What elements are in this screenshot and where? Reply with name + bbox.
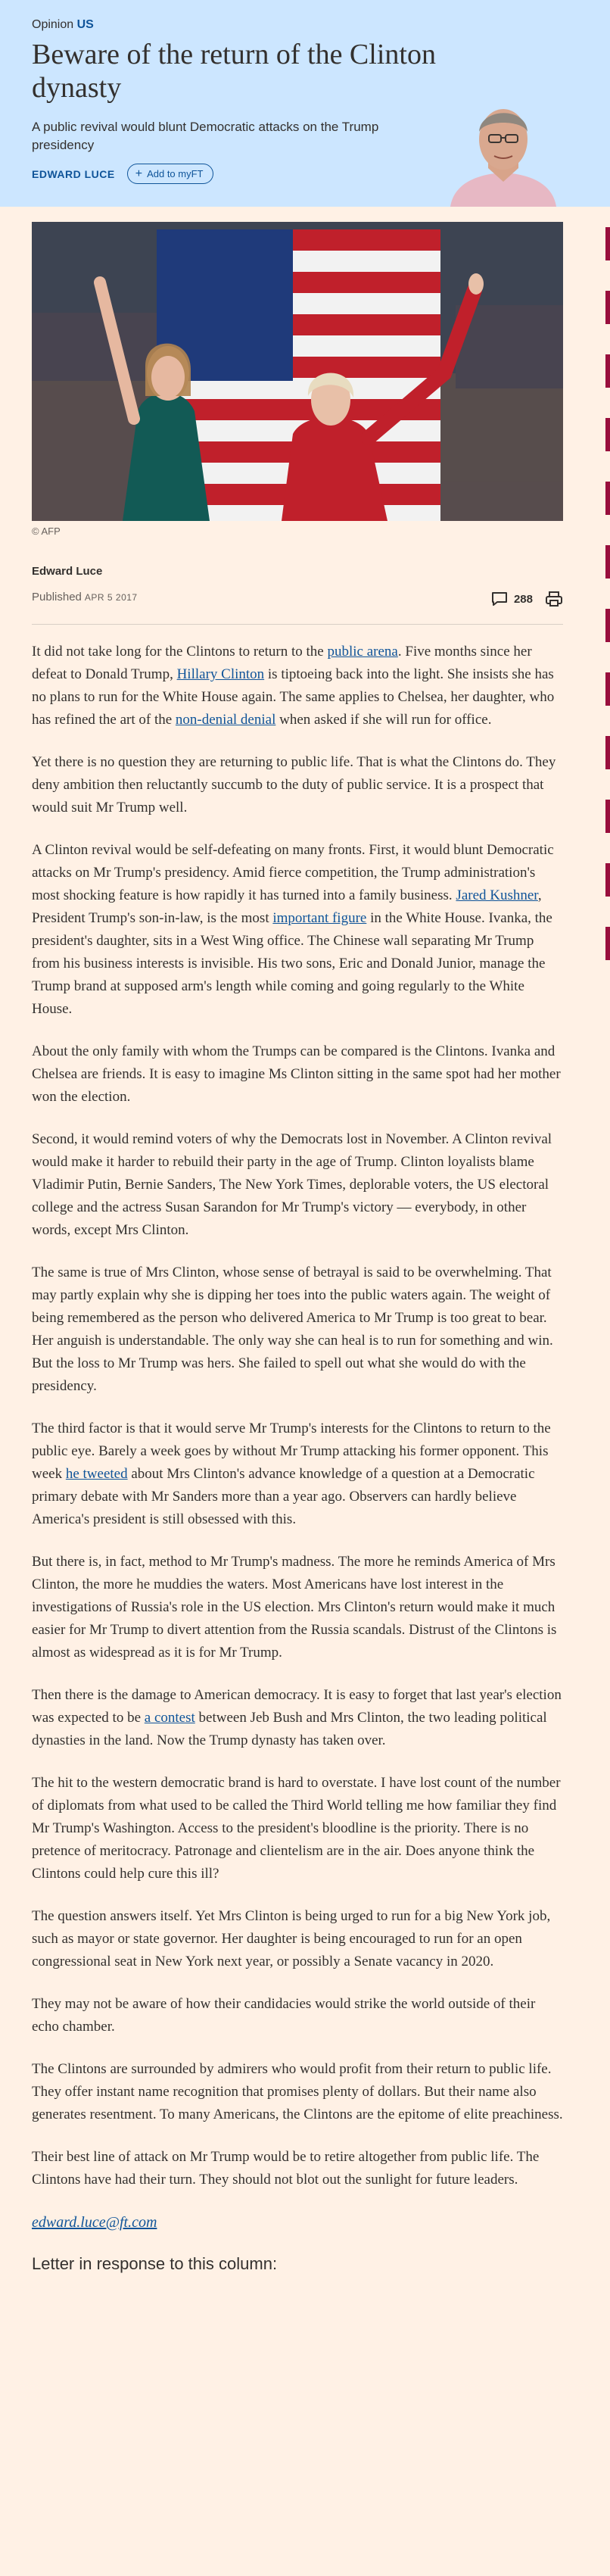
side-ad-strip [605,227,610,984]
paragraph-5: Second, it would remind voters of why the Democrats lost in November. A Clinton revival would make it harder to rebuild their party in the age of Trump. Clinton loyalists blame Vladimir Putin, Bernie Sanders, The New York Times, deplorable voters, the US electoral college and the actress Susan Sarandon for Mr Trump's victory — everybody, in other words, except Mrs Clinton. [32,1131,552,1238]
link-non-denial-denial[interactable]: non-denial denial [175,712,276,728]
paragraph-8: But there is, in fact, method to Mr Trump's madness. The more he reminds America of Mrs Clinton, the more he muddies the waters. Most Americans have lost interest in the investigations of Russia's role in the US election. Mrs Clinton's return would make it much easier for Mr Trump to divert attention from the Russia scandals. Distrust of the Clintons is almost as widespread as it is for Mr Trump. [32,1554,557,1661]
kicker-topic[interactable]: US [76,18,94,31]
published-label: Published [32,591,82,603]
link-jared-kushner[interactable]: Jared Kushner [456,887,538,903]
link-important-figure[interactable]: important figure [272,910,367,926]
paragraph-2: Yet there is no question they are returning to public life. That is what the Clintons do. They deny ambition then reluctantly succumb to the duty of public service. It is a prospect that would suit Mr Trump well. [32,754,556,816]
paragraph-4: About the only family with whom the Trumps can be compared is the Clintons. Ivanka and Chelsea are friends. It is easy to imagine Ms Clinton sitting in the same spot had her mother won the election. [32,1043,561,1105]
paragraph-10: The hit to the western democratic brand is hard to overstate. I have lost count of the number of diplomats from what used to be called the Third World telling me how familiar they find Mr Trump's Washington. Access to the president's bloodline is the priority. There is no pretence of meritocracy. Patronage and clientelism are in the air. Does anyone think the Clintons could help cure this ill? [32,1775,561,1882]
link-a-contest[interactable]: a contest [144,1710,195,1726]
plus-icon: + [135,167,143,180]
byline-row [32,164,456,184]
article-author[interactable]: Edward Luce [32,565,103,578]
standfirst: A public revival would blunt Democratic attacks on the Trump presidency [32,120,379,152]
author-email-paragraph [32,2211,563,2235]
paragraph-1: It did not take long for the Clintons to return to the public arena. Five months since her defeat to Donald Trump, Hillary Clinton is tiptoeing back into the light. She insists she has no plans to run for the White House again. The same applies to Chelsea, her daughter, who has refined the art of the non-denial denial when asked if she will run for office. [32,644,555,728]
article-body [32,641,563,2274]
paragraph-9: Then there is the damage to American democracy. It is easy to forget that last year's election was expected to be a contest between Jeb Bush and Mrs Clinton, the two leading political dynasties in the land. Now the Trump dynasty has taken over. [32,1687,562,1748]
published-date: APR 5 2017 [84,592,138,603]
article-header [0,0,610,207]
publication-row [32,591,563,625]
link-hillary-clinton[interactable]: Hillary Clinton [176,666,265,682]
comment-count[interactable]: 288 [513,592,533,606]
paragraph-11: The question answers itself. Yet Mrs Clinton is being urged to run for a big New York job, such as mayor or state governor. Her daughter is being encouraged to run for an open congressional seat in New York next year, or possibly a Senate vacancy in 2020. [32,1908,551,1969]
print-icon[interactable] [545,591,563,607]
paragraph-14: Their best line of attack on Mr Trump would be to retire altogether from public life. The Clintons have had their turn. They should not blot out the sunlight for future leaders. [32,2149,540,2188]
paragraph-7: The third factor is that it would serve Mr Trump's interests for the Clintons to return to the public eye. Barely a week goes by without Mr Trump attacking his former opponent. This week he tweeted about Mrs Clinton's advance knowledge of a question at a Democratic primary debate with Mr Sanders more than a year ago. Observers can hardly believe America's president is still obsessed with this. [32,1421,551,1527]
author-portrait [447,92,560,207]
published-info [32,591,563,603]
header-content [32,18,456,184]
paragraph-12: They may not be aware of how their candidacies would strike the world outside of their echo chamber. [32,1996,536,2035]
paragraph-3: A Clinton revival would be self-defeating on many fronts. First, it would blunt Democratic attacks on Mr Trump's presidency. Amid fierce competition, the Trump administration's most shocking feature is how rapidly it has turned into a family business. Jared Kushner, President Trump's son-in-law, is the most important figure in the White House. Ivanka, the president's daughter, sits in a West Wing office. The Chinese wall separating Mr Trump from his business interests is invisible. His two sons, Eric and Donald Junior, manage the Trump brand at supposed arm's length while coming and going regularly to the White House. [32,842,554,1017]
paragraph-13: The Clintons are surrounded by admirers who would profit from their return to public life. They offer instant name recognition that promises plenty of dollars. But their name also generates resentment. To many Americans, the Clintons are the epitome of elite preachiness. [32,2061,563,2122]
comment-icon[interactable] [491,591,508,607]
add-to-myft-button[interactable] [127,164,213,184]
image-credit: © AFP [32,525,61,537]
add-to-myft-label: Add to myFT [147,168,204,179]
headline: Beware of the return of the Clinton dynasty [32,39,436,104]
author-email-link[interactable]: edward.luce@ft.com [32,2214,157,2231]
byline-author-link[interactable]: EDWARD LUCE [32,167,115,180]
kicker-section[interactable]: Opinion [32,18,74,31]
letter-heading: Letter in response to this column: [32,2254,278,2273]
article-tools [491,591,563,607]
kicker [32,18,456,32]
paragraph-6: The same is true of Mrs Clinton, whose sense of betrayal is said to be overwhelming. That may partly explain why she is dipping her toes into the public waters again. The weight of being remembered as the person who delivered America to Mr Trump is too great to bear. Her anguish is understandable. The only way she can heal is to run for something and win. But the loss to Mr Trump was hers. She failed to spell out what she would do with the presidency. [32,1265,553,1394]
link-he-tweeted[interactable]: he tweeted [65,1466,128,1482]
link-public-arena[interactable]: public arena [327,644,398,660]
hero-image [32,222,563,521]
